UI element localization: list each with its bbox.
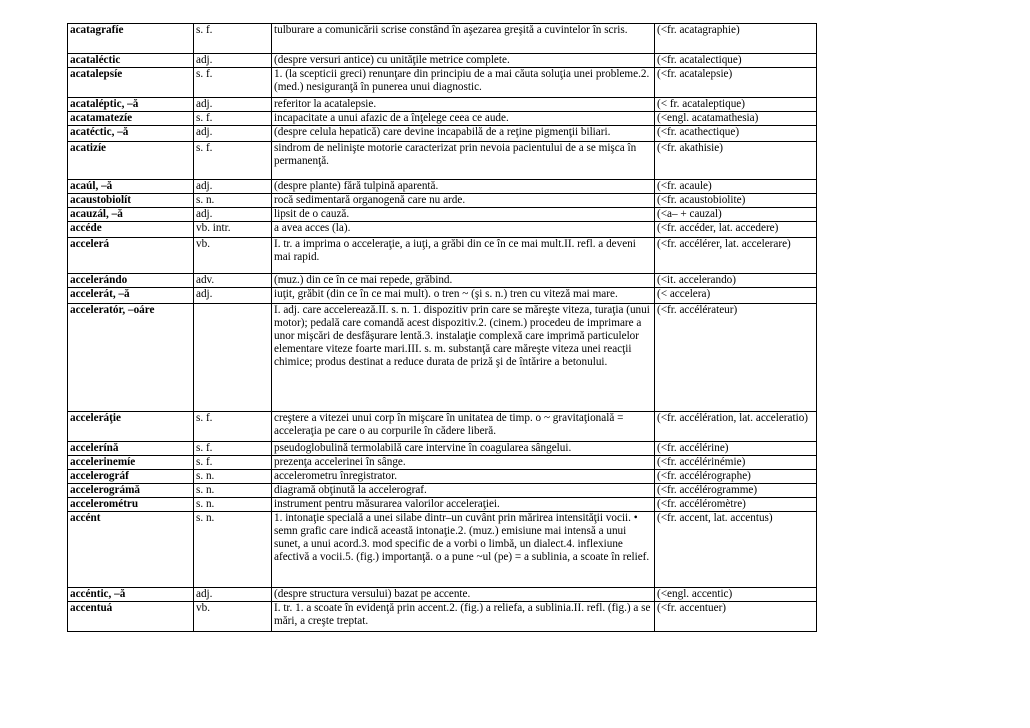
etymology-cell: (<fr. accentuer) xyxy=(655,602,817,632)
definition-cell: (despre versuri antice) cu unităţile metrice complete. xyxy=(272,54,655,68)
headword-cell: acataléptic, –ă xyxy=(68,98,194,112)
pos-cell: s. n. xyxy=(194,470,272,484)
etymology-cell: (<fr. accélérographe) xyxy=(655,470,817,484)
headword-cell: acatagrafíe xyxy=(68,24,194,54)
etymology-cell: (<fr. accélération, lat. acceleratio) xyxy=(655,412,817,442)
etymology-cell: (<fr. acatalectique) xyxy=(655,54,817,68)
etymology-cell: (<fr. akathisie) xyxy=(655,142,817,180)
etymology-cell: (<fr. acaule) xyxy=(655,180,817,194)
etymology-cell: (<fr. acathectique) xyxy=(655,126,817,142)
entry-row xyxy=(68,112,817,126)
definition-cell: instrument pentru măsurarea valorilor acceleraţiei. xyxy=(272,498,655,512)
entry-row xyxy=(68,412,817,442)
headword-cell: accelerográf xyxy=(68,470,194,484)
etymology-cell: (<engl. accentic) xyxy=(655,588,817,602)
definition-cell: I. tr. 1. a scoate în evidenţă prin accent.2. (fig.) a reliefa, a sublinia.II. refl. (fig.) a se mări, a creşte treptat. xyxy=(272,602,655,632)
definition-cell: creştere a vitezei unui corp în mişcare în unitatea de timp. o ~ gravitaţională = acceleraţia pe care o au corpurile în cădere liberă. xyxy=(272,412,655,442)
etymology-cell: (<fr. accent, lat. accentus) xyxy=(655,512,817,588)
etymology-cell: (<fr. accélérine) xyxy=(655,442,817,456)
headword-cell: acceleratór, –oáre xyxy=(68,304,194,412)
dictionary-rows xyxy=(68,24,817,632)
etymology-cell: (<a– + cauzal) xyxy=(655,208,817,222)
pos-cell: vb. xyxy=(194,238,272,274)
definition-cell: sindrom de nelinişte motorie caracterizat prin nevoia pacientului de a se mişca în permanenţă. xyxy=(272,142,655,180)
pos-cell: vb. xyxy=(194,602,272,632)
headword-cell: acatamatezíe xyxy=(68,112,194,126)
entry-row xyxy=(68,588,817,602)
entry-row xyxy=(68,180,817,194)
definition-cell: accelerometru înregistrator. xyxy=(272,470,655,484)
entry-row xyxy=(68,24,817,54)
entry-row xyxy=(68,602,817,632)
entry-row xyxy=(68,304,817,412)
pos-cell: adj. xyxy=(194,98,272,112)
definition-cell: 1. (la scepticii greci) renunţare din principiu de a mai căuta soluţia unei probleme.2. (med.) nesiguranţă în punerea unui diagnostic. xyxy=(272,68,655,98)
headword-cell: acataléctic xyxy=(68,54,194,68)
etymology-cell: (< fr. acataleptique) xyxy=(655,98,817,112)
pos-cell: s. f. xyxy=(194,142,272,180)
headword-cell: accentuá xyxy=(68,602,194,632)
headword-cell: acauzál, –ă xyxy=(68,208,194,222)
pos-cell: adj. xyxy=(194,54,272,68)
pos-cell: adv. xyxy=(194,274,272,288)
pos-cell: s. n. xyxy=(194,512,272,588)
headword-cell: accéde xyxy=(68,222,194,238)
etymology-cell: (<it. accelerando) xyxy=(655,274,817,288)
etymology-cell: (<fr. accélérer, lat. accelerare) xyxy=(655,238,817,274)
headword-cell: accelerínă xyxy=(68,442,194,456)
pos-cell: s. f. xyxy=(194,456,272,470)
definition-cell: I. tr. a imprima o acceleraţie, a iuţi, a grăbi din ce în ce mai mult.II. refl. a deveni mai rapid. xyxy=(272,238,655,274)
definition-cell: (muz.) din ce în ce mai repede, grăbind. xyxy=(272,274,655,288)
entry-row xyxy=(68,512,817,588)
dictionary-table xyxy=(67,23,817,632)
pos-cell: s. n. xyxy=(194,194,272,208)
entry-row xyxy=(68,222,817,238)
etymology-cell: (<fr. accélérogramme) xyxy=(655,484,817,498)
entry-row xyxy=(68,274,817,288)
entry-row xyxy=(68,208,817,222)
etymology-cell: (<fr. acatalepsie) xyxy=(655,68,817,98)
headword-cell: accelerográmă xyxy=(68,484,194,498)
definition-cell: diagramă obţinută la accelerograf. xyxy=(272,484,655,498)
pos-cell: adj. xyxy=(194,588,272,602)
pos-cell: adj. xyxy=(194,288,272,304)
headword-cell: accelerá xyxy=(68,238,194,274)
entry-row xyxy=(68,498,817,512)
headword-cell: acceleráţie xyxy=(68,412,194,442)
entry-row xyxy=(68,456,817,470)
headword-cell: accelerométru xyxy=(68,498,194,512)
definition-cell: rocă sedimentară organogenă care nu arde. xyxy=(272,194,655,208)
etymology-cell: (<fr. accéléromètre) xyxy=(655,498,817,512)
entry-row xyxy=(68,54,817,68)
entry-row xyxy=(68,470,817,484)
headword-cell: accelerát, –ă xyxy=(68,288,194,304)
pos-cell: adj. xyxy=(194,126,272,142)
etymology-cell: (<fr. accéder, lat. accedere) xyxy=(655,222,817,238)
definition-cell: (despre celula hepatică) care devine incapabilă de a reţine pigmenţii biliari. xyxy=(272,126,655,142)
definition-cell: lipsit de o cauză. xyxy=(272,208,655,222)
headword-cell: accént xyxy=(68,512,194,588)
entry-row xyxy=(68,98,817,112)
definition-cell: iuţit, grăbit (din ce în ce mai mult). o tren ~ (şi s. n.) tren cu viteză mai mare. xyxy=(272,288,655,304)
entry-row xyxy=(68,442,817,456)
entry-row xyxy=(68,484,817,498)
entry-row xyxy=(68,194,817,208)
headword-cell: accéntic, –ă xyxy=(68,588,194,602)
entry-row xyxy=(68,288,817,304)
headword-cell: accelerinemíe xyxy=(68,456,194,470)
definition-cell: tulburare a comunicării scrise constând în aşezarea greşită a cuvintelor în scris. xyxy=(272,24,655,54)
definition-cell: prezenţa accelerinei în sânge. xyxy=(272,456,655,470)
entry-row xyxy=(68,68,817,98)
entry-row xyxy=(68,238,817,274)
headword-cell: acatéctic, –ă xyxy=(68,126,194,142)
entry-row xyxy=(68,142,817,180)
pos-cell: vb. intr. xyxy=(194,222,272,238)
pos-cell: s. f. xyxy=(194,24,272,54)
definition-cell: (despre plante) fără tulpină aparentă. xyxy=(272,180,655,194)
pos-cell: s. f. xyxy=(194,68,272,98)
pos-cell xyxy=(194,304,272,412)
etymology-cell: (< accelera) xyxy=(655,288,817,304)
definition-cell: (despre structura versului) bazat pe accente. xyxy=(272,588,655,602)
pos-cell: s. f. xyxy=(194,442,272,456)
definition-cell: a avea acces (la). xyxy=(272,222,655,238)
pos-cell: s. f. xyxy=(194,112,272,126)
headword-cell: acaúl, –ă xyxy=(68,180,194,194)
definition-cell: incapacitate a unui afazic de a înţelege ceea ce aude. xyxy=(272,112,655,126)
pos-cell: adj. xyxy=(194,208,272,222)
definition-cell: referitor la acatalepsie. xyxy=(272,98,655,112)
pos-cell: s. n. xyxy=(194,484,272,498)
etymology-cell: (<engl. acatamathesia) xyxy=(655,112,817,126)
definition-cell: pseudoglobulină termolabilă care intervine în coagularea sângelui. xyxy=(272,442,655,456)
etymology-cell: (<fr. accélérateur) xyxy=(655,304,817,412)
pos-cell: s. n. xyxy=(194,498,272,512)
headword-cell: acaustobiolít xyxy=(68,194,194,208)
headword-cell: acatizíe xyxy=(68,142,194,180)
headword-cell: accelerándo xyxy=(68,274,194,288)
definition-cell: 1. intonaţie specială a unei silabe dintr–un cuvânt prin mărirea intensităţii vocii. • semn grafic care indică această intonaţie.2. (muz.) emisiune mai intensă a unui sunet, a unui acord.3. mod specific de a vorbi o limbă, un dialect.4. inflexiune afectivă a vocii.5. (fig.) importanţă. o a pune ~ul (pe) = a sublinia, a scoate în relief. xyxy=(272,512,655,588)
pos-cell: adj. xyxy=(194,180,272,194)
entry-row xyxy=(68,126,817,142)
etymology-cell: (<fr. accélérinémie) xyxy=(655,456,817,470)
pos-cell: s. f. xyxy=(194,412,272,442)
etymology-cell: (<fr. acaustobiolite) xyxy=(655,194,817,208)
etymology-cell: (<fr. acatagraphie) xyxy=(655,24,817,54)
definition-cell: I. adj. care accelerează.II. s. n. 1. dispozitiv prin care se măreşte viteza, turaţia (unui motor); pedală care comandă acest dispozitiv.2. (cinem.) procedeu de imprimare a unor mişcări de desfăşurare lentă.3. instalaţie complexă care imprimă particulelor elementare viteze foarte mari.III. s. m. substanţă care măreşte viteza unei reacţii chimice; produs destinat a reduce durata de priză şi de întărire a betonului. xyxy=(272,304,655,412)
headword-cell: acatalepsíe xyxy=(68,68,194,98)
